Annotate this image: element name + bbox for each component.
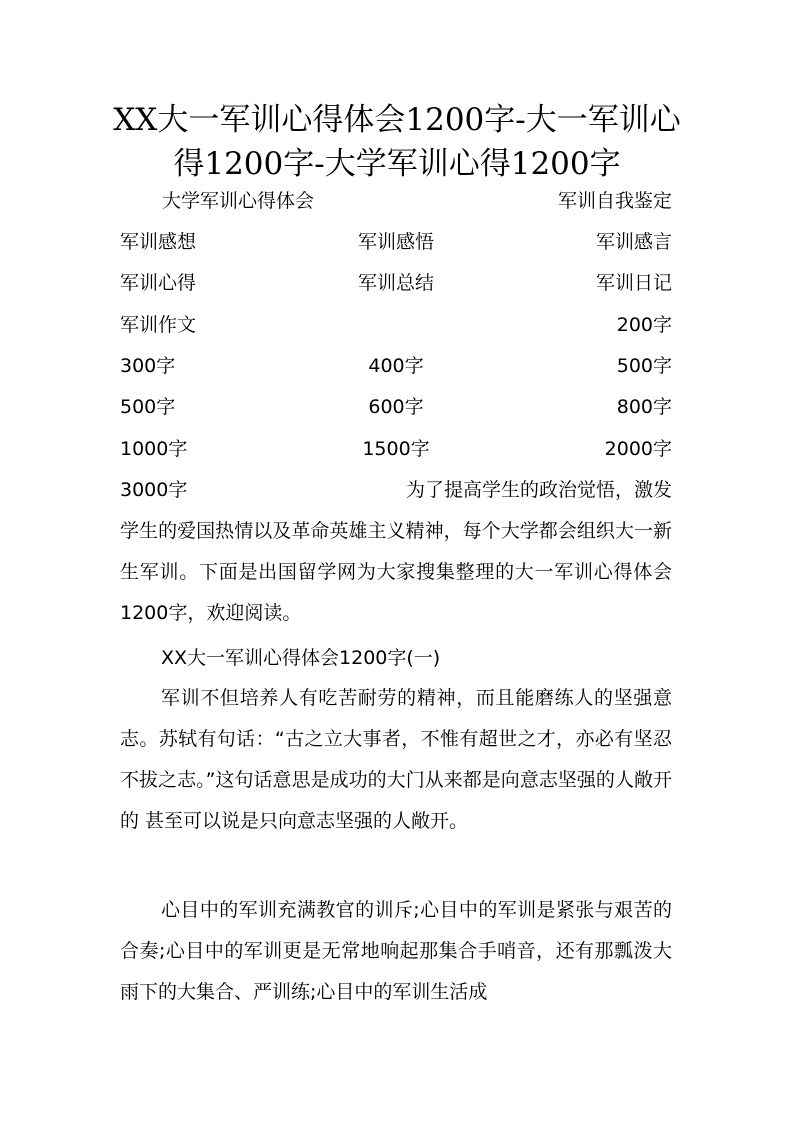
section-heading: XX大一军训心得体会1200字(一): [161, 647, 441, 669]
title-line-1: XX大一军训心得体会1200字-大一军训心: [113, 102, 681, 138]
title-line-2: 得1200字-大学军训心得1200字: [173, 146, 621, 182]
body-paragraph-1: 军训不但培养人有吃苦耐劳的精神，而且能磨练人的坚强意志。苏轼有句话：“古之立大事者，不惟有超世之才，亦必有坚忍不拔之志。”这句话意思是成功的大门从来都是向意志坚强的人敞开的 甚至可以说是只向意志坚强的人敞开。: [120, 687, 672, 832]
link-row-1: [120, 186, 672, 216]
link-self-appraisal[interactable]: 军训自我鉴定: [557, 190, 672, 212]
link-500-words-alt[interactable]: 500字: [120, 396, 176, 418]
link-200-words[interactable]: 200字: [616, 314, 672, 336]
link-1000-words[interactable]: 1000字: [120, 438, 188, 460]
document-title: [110, 98, 684, 186]
link-row-6: [120, 392, 672, 422]
link-1500-words[interactable]: 1500字: [362, 438, 430, 460]
link-3000-words[interactable]: 3000字: [120, 479, 188, 501]
link-row-3: [120, 268, 672, 298]
body-paragraph-2: 心目中的军训充满教官的训斥;心目中的军训是紧张与艰苦的合奏;心目中的军训更是无常地响起那集合手哨音，还有那瓢泼大雨下的大集合、严训练;心目中的军训生活成: [120, 899, 672, 1003]
intro-paragraph: 学生的爱国热情以及革命英雄主义精神，每个大学都会组织大一新生军训。下面是出国留学网为大家搜集整理的大一军训心得体会1200字，欢迎阅读。: [120, 520, 672, 624]
link-diary[interactable]: 军训日记: [595, 272, 672, 294]
link-row-8: [120, 475, 672, 505]
link-600-words[interactable]: 600字: [368, 396, 424, 418]
link-row-5: [120, 351, 672, 381]
link-300-words[interactable]: 300字: [120, 355, 176, 377]
link-500-words[interactable]: 500字: [616, 355, 672, 377]
link-row-7: [120, 434, 672, 464]
link-experience[interactable]: 军训心得: [120, 272, 197, 294]
link-row-4: [120, 310, 672, 340]
link-insights[interactable]: 军训感悟: [357, 231, 435, 253]
link-essay[interactable]: 军训作文: [120, 314, 197, 336]
link-summary[interactable]: 军训总结: [357, 272, 435, 294]
link-row-2: [120, 227, 672, 257]
link-military-training-experience[interactable]: 大学军训心得体会: [162, 190, 315, 212]
link-800-words[interactable]: 800字: [616, 396, 672, 418]
link-2000-words[interactable]: 2000字: [604, 438, 672, 460]
link-remarks[interactable]: 军训感言: [595, 231, 672, 253]
link-thoughts[interactable]: 军训感想: [120, 231, 197, 253]
intro-first-line: 为了提高学生的政治觉悟，激发: [405, 479, 672, 501]
link-400-words[interactable]: 400字: [368, 355, 424, 377]
